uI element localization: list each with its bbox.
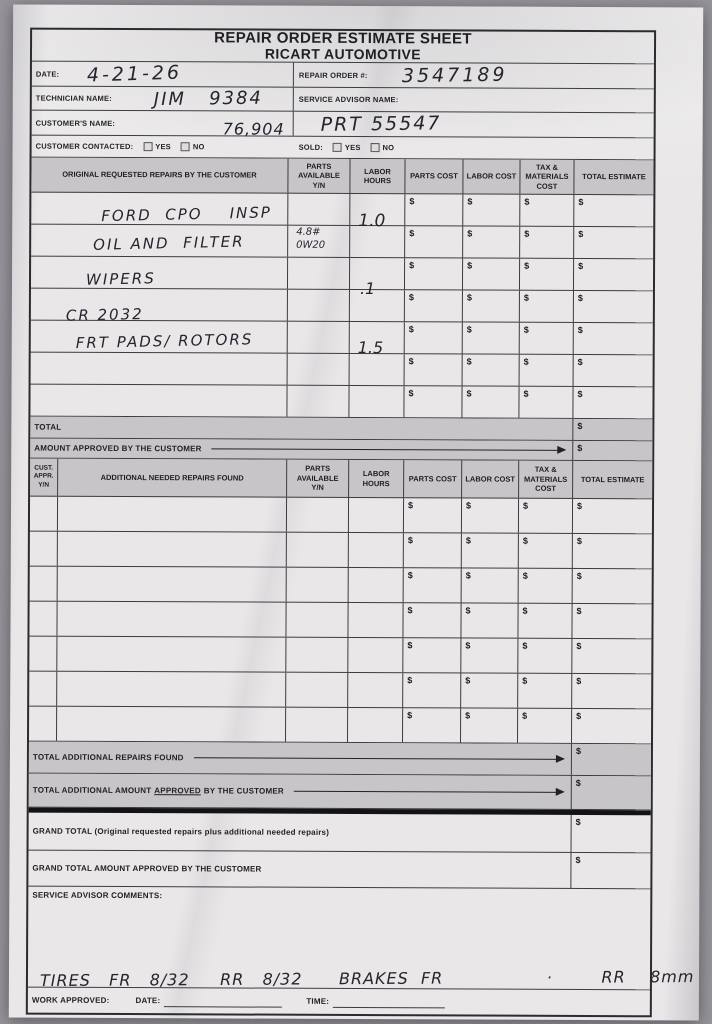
dollar-sign: $ — [523, 388, 529, 399]
total-additional-approved-label-underlined: APPROVED — [154, 786, 201, 796]
dollar-sign: $ — [408, 500, 414, 511]
col-total-estimate: TOTAL ESTIMATE — [580, 474, 645, 485]
dollar-sign: $ — [523, 324, 529, 335]
dollar-sign: $ — [578, 196, 584, 207]
dollar-sign: $ — [467, 228, 473, 239]
dollar-sign: $ — [407, 535, 413, 546]
dollar-sign: $ — [522, 710, 528, 721]
approved-time-blank-line — [333, 995, 445, 1007]
additional-repairs-header-row — [30, 459, 652, 500]
repair-row-3 — [31, 257, 653, 299]
approved-date-blank-line — [164, 995, 282, 1008]
handwritten-labor-hours: 1.0 — [358, 211, 386, 232]
dollar-sign: $ — [576, 605, 582, 616]
total-additional-row — [29, 742, 651, 777]
additional-repair-row-1 — [30, 497, 652, 535]
service-advisor-comments-label: SERVICE ADVISOR COMMENTS: — [32, 890, 163, 901]
handwritten-repair-description: WIPERS — [85, 269, 156, 289]
dollar-sign: $ — [407, 640, 413, 651]
col-additional-repairs: ADDITIONAL NEEDED REPAIRS FOUND — [58, 459, 287, 497]
additional-repair-row-3 — [30, 567, 652, 605]
customer-name-label: CUSTOMER'S NAME: — [35, 118, 116, 128]
dollar-sign: $ — [466, 500, 472, 511]
dollar-sign: $ — [407, 675, 413, 686]
dollar-sign: $ — [465, 675, 471, 686]
technician-field — [32, 87, 294, 111]
arrow-right-icon — [294, 791, 563, 793]
handwritten-stock-number: PRT 55547 — [320, 112, 442, 136]
additional-repair-row-4 — [29, 602, 651, 640]
customer-name-row — [32, 111, 654, 139]
handwritten-repair-description: FRT PADS/ ROTORS — [75, 330, 254, 353]
dollar-sign: $ — [409, 196, 415, 207]
handwritten-repair-description: CR 2032 — [65, 305, 144, 325]
customer-name-field-right — [294, 112, 654, 138]
dollar-sign: $ — [466, 324, 472, 335]
dollar-sign: $ — [575, 854, 581, 865]
col-parts-available: PARTS AVAILABLE Y/N — [287, 460, 349, 497]
approved-time-label: TIME: — [306, 996, 330, 1006]
dollar-sign: $ — [522, 535, 528, 546]
dollar-sign: $ — [466, 356, 472, 367]
form-title-band — [32, 30, 654, 65]
dollar-sign: $ — [578, 228, 584, 239]
customer-contacted-field — [32, 136, 294, 158]
date-field — [32, 62, 294, 87]
arrow-right-icon — [194, 757, 563, 760]
additional-repair-row-2 — [30, 532, 652, 570]
col-original-repairs: ORIGINAL REQUESTED REPAIRS BY THE CUSTOMER — [31, 158, 288, 193]
dollar-sign: $ — [409, 228, 415, 239]
dollar-sign: $ — [524, 260, 530, 271]
total-additional-approved-label-post: BY THE CUSTOMER — [203, 786, 284, 796]
dollar-sign: $ — [577, 356, 583, 367]
work-approved-label: WORK APPROVED: — [31, 995, 110, 1005]
form-title: REPAIR ORDER ESTIMATE SHEET — [214, 29, 472, 48]
dollar-sign: $ — [576, 570, 582, 581]
repair-order-field — [294, 63, 654, 89]
additional-repair-row-6 — [29, 672, 651, 710]
handwritten-comments: TIRES FR 8/32 RR 8/32 BRAKES FR · RR 8mm — [39, 967, 695, 991]
dollar-sign: $ — [523, 356, 529, 367]
original-repairs-header-row — [31, 158, 653, 196]
dollar-sign: $ — [576, 535, 582, 546]
sold-no-checkbox — [371, 143, 380, 152]
dollar-sign: $ — [408, 324, 414, 335]
col-parts-available: PARTS AVAILABLE Y/N — [288, 159, 350, 193]
handwritten-labor-hours: 1.5 — [357, 338, 384, 358]
handwritten-repair-order-number: 3547189 — [401, 63, 508, 88]
work-approved-row — [28, 988, 650, 1016]
sold-no-label: NO — [382, 143, 395, 153]
dollar-sign: $ — [522, 675, 528, 686]
col-tax-materials: TAX & MATERIALS COST — [519, 461, 573, 498]
col-parts-cost: PARTS COST — [405, 159, 463, 193]
dollar-sign: $ — [466, 388, 472, 399]
dollar-sign: $ — [408, 292, 414, 303]
contacted-no-label: NO — [192, 142, 205, 152]
handwritten-parts-note: 4.8# 0W20 — [296, 226, 326, 251]
repair-row-7 — [30, 385, 652, 420]
approved-date-label: DATE: — [135, 996, 161, 1006]
additional-repair-row-5 — [29, 637, 651, 675]
dollar-sign: $ — [575, 777, 581, 788]
col-total-estimate: TOTAL ESTIMATE — [582, 172, 646, 182]
customer-name-field — [32, 111, 294, 139]
col-labor-hours: LABOR HOURS — [350, 159, 405, 193]
dollar-sign: $ — [466, 292, 472, 303]
dollar-sign: $ — [465, 710, 471, 721]
dollar-sign: $ — [524, 196, 530, 207]
contacted-yes-label: YES — [155, 142, 171, 152]
handwritten-technician: JIM 9384 — [153, 87, 264, 111]
grand-total-row — [29, 813, 651, 854]
col-customer-approval: CUST. APPR. Y/N — [30, 459, 58, 496]
dollar-sign: $ — [577, 292, 583, 303]
sold-yes-label: YES — [344, 142, 361, 153]
paper-sheet — [9, 4, 703, 1020]
dollar-sign: $ — [523, 500, 529, 511]
dollar-sign: $ — [575, 816, 581, 827]
service-advisor-field — [294, 88, 654, 113]
dollar-sign: $ — [409, 260, 415, 271]
grand-total-approved-row — [28, 851, 650, 890]
service-advisor-comments-box — [28, 887, 695, 991]
dollar-sign: $ — [465, 640, 471, 651]
col-tax-materials: TAX & MATERIALS COST — [520, 160, 574, 194]
dollar-sign: $ — [524, 228, 530, 239]
dollar-sign: $ — [577, 500, 583, 511]
total-additional-label: TOTAL ADDITIONAL REPAIRS FOUND — [32, 752, 184, 763]
dollar-sign: $ — [578, 260, 584, 271]
repair-row-6 — [31, 353, 653, 388]
dollar-sign: $ — [577, 442, 583, 453]
dollar-sign: $ — [577, 420, 583, 431]
service-advisor-label: SERVICE ADVISOR NAME: — [298, 94, 399, 105]
total-row — [30, 417, 652, 442]
repair-row-4 — [31, 289, 653, 324]
dollar-sign: $ — [465, 605, 471, 616]
handwritten-mileage: 76,904 — [222, 119, 285, 139]
handwritten-labor-hours: .1 — [359, 279, 376, 299]
contacted-yes-checkbox — [143, 142, 152, 151]
contacted-sold-row — [32, 136, 654, 161]
dollar-sign: $ — [408, 356, 414, 367]
dollar-sign: $ — [522, 605, 528, 616]
repair-row-1 — [31, 193, 653, 232]
dollar-sign: $ — [575, 745, 581, 756]
sold-yes-checkbox — [333, 143, 342, 152]
contacted-no-checkbox — [181, 142, 190, 151]
customer-contacted-label: CUSTOMER CONTACTED: — [35, 141, 134, 152]
col-labor-cost: LABOR COST — [463, 159, 520, 193]
handwritten-repair-description: OIL AND FILTER — [92, 232, 245, 254]
company-name: RICART AUTOMOTIVE — [264, 45, 422, 63]
dollar-sign: $ — [522, 570, 528, 581]
total-label: TOTAL — [34, 422, 62, 432]
additional-repair-row-7 — [29, 707, 651, 745]
technician-label: TECHNICIAN NAME: — [35, 93, 112, 103]
dollar-sign: $ — [576, 640, 582, 651]
dollar-sign: $ — [576, 675, 582, 686]
grand-total-approved-label: GRAND TOTAL AMOUNT APPROVED BY THE CUSTOMER — [32, 863, 262, 874]
grand-total-label: GRAND TOTAL (Original requested repairs plus additional needed repairs) — [32, 826, 330, 837]
dollar-sign: $ — [467, 196, 473, 207]
repair-row-5 — [31, 321, 653, 356]
dollar-sign: $ — [407, 710, 413, 721]
col-labor-hours: LABOR HOURS — [349, 460, 404, 497]
dollar-sign: $ — [407, 570, 413, 581]
handwritten-date: 4-21-26 — [86, 61, 183, 87]
technician-advisor-row — [32, 87, 654, 114]
total-additional-approved-row — [29, 774, 651, 811]
repair-order-form — [26, 28, 695, 1018]
sold-label: SOLD: — [298, 142, 323, 152]
dollar-sign: $ — [407, 605, 413, 616]
repair-order-label: REPAIR ORDER #: — [298, 70, 368, 80]
dollar-sign: $ — [465, 570, 471, 581]
sold-field — [294, 137, 654, 160]
dollar-sign: $ — [465, 535, 471, 546]
date-label: DATE: — [35, 69, 60, 79]
total-additional-approved-label-pre: TOTAL ADDITIONAL AMOUNT — [32, 785, 152, 796]
amount-approved-label: AMOUNT APPROVED BY THE CUSTOMER — [34, 443, 202, 454]
repair-row-2 — [31, 225, 653, 260]
dollar-sign: $ — [522, 640, 528, 651]
date-ro-row — [32, 62, 654, 90]
arrow-right-icon — [212, 448, 565, 451]
dollar-sign: $ — [576, 710, 582, 721]
dollar-sign: $ — [577, 324, 583, 335]
dollar-sign: $ — [408, 388, 414, 399]
dollar-sign: $ — [577, 388, 583, 399]
handwritten-repair-description: FORD CPO INSP — [101, 203, 273, 226]
amount-approved-row — [30, 439, 652, 462]
col-parts-cost: PARTS COST — [404, 460, 462, 497]
dollar-sign: $ — [467, 260, 473, 271]
dollar-sign: $ — [523, 292, 529, 303]
col-labor-cost: LABOR COST — [462, 460, 519, 497]
